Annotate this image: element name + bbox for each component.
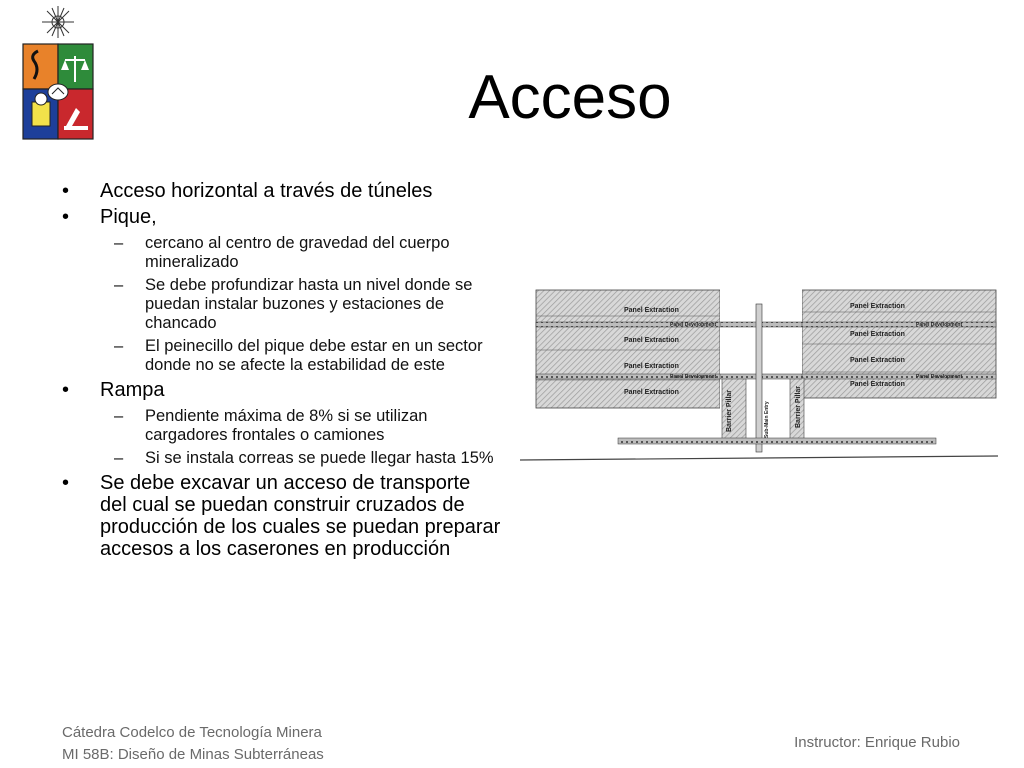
- panel-layout-diagram: [520, 280, 998, 466]
- dash-glyph: –: [114, 407, 124, 425]
- footer-line-1: Cátedra Codelco de Tecnología Minera: [62, 724, 322, 741]
- bullet-text: Pique,: [100, 206, 157, 228]
- main-haulage-drift: [618, 438, 936, 444]
- bullet-glyph: •: [62, 180, 70, 202]
- sub-bullet-item: [62, 276, 502, 333]
- footer-course-info: [62, 722, 324, 766]
- label-barrier-pillar: Barrier Pillar: [726, 389, 733, 432]
- sub-bullet-text: El peinecillo del pique debe estar en un sector donde no se afecte la estabilidad de este: [145, 337, 483, 374]
- label-panel-extraction: Panel Extraction: [624, 307, 679, 314]
- bullet-glyph: •: [62, 472, 70, 494]
- bullet-text: Rampa: [100, 379, 165, 401]
- label-panel-extraction: Panel Extraction: [850, 331, 905, 338]
- label-panel-development: Panel Development: [670, 374, 717, 380]
- university-crest-logo: [18, 4, 98, 144]
- sub-bullet-item: [62, 234, 502, 272]
- dash-glyph: –: [114, 234, 124, 252]
- sub-main-entry: [756, 304, 762, 452]
- sub-bullet-text: cercano al centro de gravedad del cuerpo mineralizado: [145, 234, 450, 271]
- label-panel-extraction: Panel Extraction: [624, 363, 679, 370]
- dash-glyph: –: [114, 337, 124, 355]
- bullet-item: [62, 379, 502, 468]
- sub-bullet-text: Se debe profundizar hasta un nivel donde se puedan instalar buzones y estaciones de chancado: [145, 276, 473, 332]
- label-panel-extraction: Panel Extraction: [624, 389, 679, 396]
- label-sub-main-entry: Sub-Main Entry: [764, 401, 770, 438]
- dash-glyph: –: [114, 449, 124, 467]
- label-panel-extraction: Panel Extraction: [850, 381, 905, 388]
- sub-bullet-text: Pendiente máxima de 8% si se utilizan cargadores frontales o camiones: [145, 407, 428, 444]
- footer-instructor: Instructor: Enrique Rubio: [794, 734, 960, 751]
- label-barrier-pillar: Barrier Pillar: [795, 385, 802, 428]
- dash-glyph: –: [114, 276, 124, 294]
- bullet-text: Acceso horizontal a través de túneles: [100, 180, 433, 202]
- bullet-text: Se debe excavar un acceso de transporte del cual se puedan construir cruzados de producción de los cuales se puedan preparar accesos a los caserones en producción: [100, 472, 501, 560]
- label-panel-development: Panel Development: [916, 374, 963, 380]
- label-panel-extraction: Panel Extraction: [624, 337, 679, 344]
- crest-shield: [23, 44, 93, 139]
- bullet-content: [62, 180, 502, 564]
- crest-star-icon: [42, 6, 74, 38]
- sub-bullet-text: Si se instala correas se puede llegar hasta 15%: [145, 449, 494, 467]
- label-panel-development: Panel Development: [916, 322, 963, 328]
- sub-bullet-item: [62, 449, 502, 468]
- sub-bullet-item: [62, 337, 502, 375]
- sub-bullet-item: [62, 407, 502, 445]
- slide-title: Acceso: [468, 63, 672, 132]
- bullet-glyph: •: [62, 206, 70, 228]
- bullet-item: [62, 180, 502, 202]
- bullet-item: [62, 472, 502, 560]
- label-panel-extraction: Panel Extraction: [850, 303, 905, 310]
- bullet-item: [62, 206, 502, 375]
- bullet-glyph: •: [62, 379, 70, 401]
- label-panel-development: Panel Development: [670, 322, 717, 328]
- label-panel-extraction: Panel Extraction: [850, 357, 905, 364]
- footer-line-2: MI 58B: Diseño de Minas Subterráneas: [62, 746, 324, 763]
